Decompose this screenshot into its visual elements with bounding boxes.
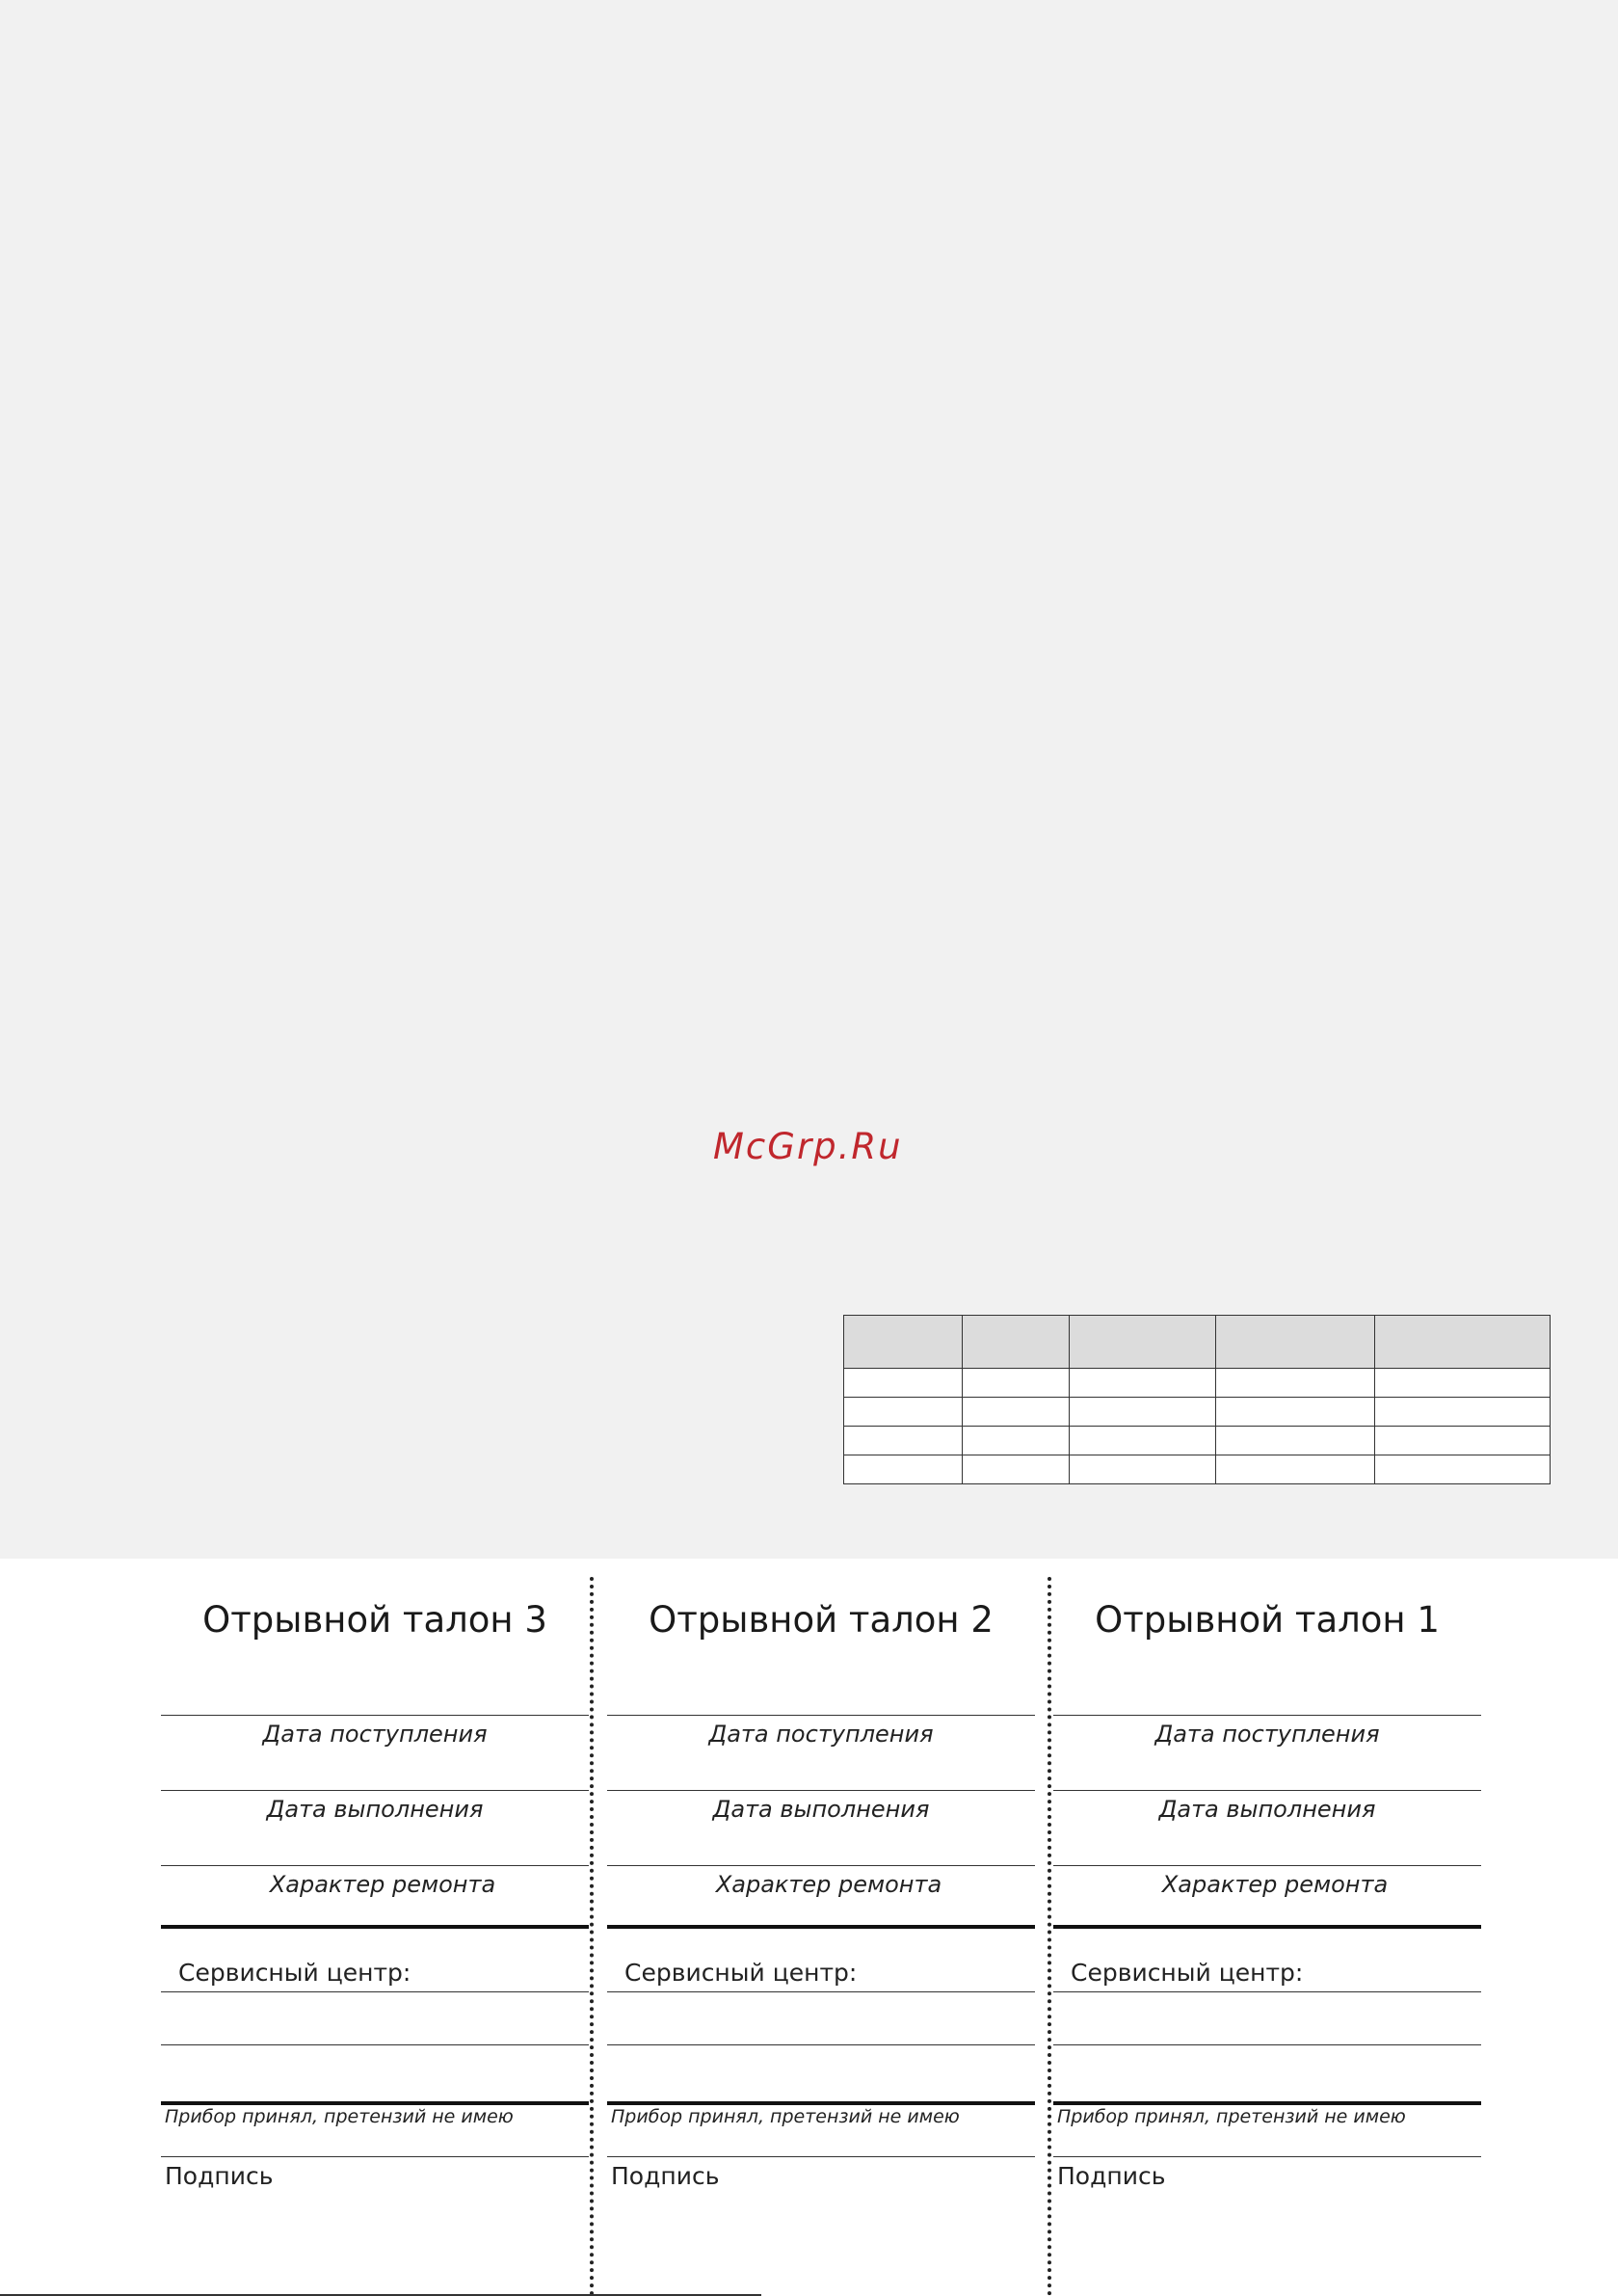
date-completed-label: Дата выполнения (1158, 1796, 1376, 1823)
field-line (161, 2044, 589, 2045)
coupon-title: Отрывной талон 1 (1095, 1599, 1440, 1641)
field-line (1053, 2156, 1481, 2157)
field-line (161, 1715, 589, 1716)
table-cell[interactable] (1375, 1455, 1551, 1484)
watermark: McGrp.Ru (713, 1126, 903, 1167)
table-cell[interactable] (1070, 1398, 1216, 1427)
signature-label: Подпись (611, 2162, 720, 2190)
field-line (607, 2044, 1035, 2045)
field-line (161, 1790, 589, 1791)
date-received-label: Дата поступления (262, 1721, 488, 1748)
table-cell[interactable] (1375, 1398, 1551, 1427)
table-header-row (844, 1316, 1551, 1369)
coupon-2 (607, 1559, 1035, 2296)
coupon-1 (1053, 1559, 1481, 2296)
table-cell[interactable] (963, 1369, 1070, 1398)
section-divider (607, 2101, 1035, 2105)
table-cell[interactable] (844, 1427, 963, 1455)
field-line (607, 1865, 1035, 1866)
table-cell[interactable] (1070, 1455, 1216, 1484)
table-cell[interactable] (963, 1455, 1070, 1484)
field-line (1053, 1865, 1481, 1866)
table-cell[interactable] (1216, 1427, 1375, 1455)
table-header-cell (844, 1316, 963, 1369)
table-header-cell (1070, 1316, 1216, 1369)
section-divider (1053, 2101, 1481, 2105)
field-line (1053, 1991, 1481, 1992)
section-divider (161, 1925, 589, 1929)
table-cell[interactable] (1375, 1427, 1551, 1455)
field-line (1053, 2044, 1481, 2045)
section-divider (161, 2101, 589, 2105)
field-line (607, 1991, 1035, 1992)
table-row (844, 1369, 1551, 1398)
table-row (844, 1455, 1551, 1484)
date-completed-label: Дата выполнения (712, 1796, 930, 1823)
table-cell[interactable] (1070, 1427, 1216, 1455)
table-cell[interactable] (963, 1427, 1070, 1455)
service-center-label: Сервисный центр: (1071, 1959, 1304, 1987)
service-center-label: Сервисный центр: (624, 1959, 858, 1987)
table-cell[interactable] (963, 1398, 1070, 1427)
field-line (161, 2156, 589, 2157)
repair-type-label: Характер ремонта (715, 1871, 942, 1898)
table-cell[interactable] (844, 1398, 963, 1427)
signature-label: Подпись (1057, 2162, 1166, 2190)
signature-label: Подпись (165, 2162, 274, 2190)
table-cell[interactable] (1216, 1398, 1375, 1427)
tear-line (1048, 1577, 1051, 2296)
field-line (1053, 1790, 1481, 1791)
section-divider (1053, 1925, 1481, 1929)
service-record-table (843, 1315, 1551, 1484)
tear-line (590, 1577, 594, 2296)
field-line (607, 1790, 1035, 1791)
table-header-cell (963, 1316, 1070, 1369)
section-divider (607, 1925, 1035, 1929)
table-cell[interactable] (1216, 1455, 1375, 1484)
table-header-cell (1216, 1316, 1375, 1369)
table-row (844, 1398, 1551, 1427)
table-header-cell (1375, 1316, 1551, 1369)
table-row (844, 1427, 1551, 1455)
table-cell[interactable] (1375, 1369, 1551, 1398)
repair-type-label: Характер ремонта (269, 1871, 496, 1898)
date-completed-label: Дата выполнения (266, 1796, 484, 1823)
coupon-title: Отрывной талон 3 (202, 1599, 547, 1641)
field-line (607, 2156, 1035, 2157)
field-line (161, 1991, 589, 1992)
acceptance-note: Прибор принял, претензий не имею (611, 2106, 960, 2127)
date-received-label: Дата поступления (1154, 1721, 1380, 1748)
table-cell[interactable] (844, 1369, 963, 1398)
service-center-label: Сервисный центр: (178, 1959, 411, 1987)
acceptance-note: Прибор принял, претензий не имею (165, 2106, 514, 2127)
date-received-label: Дата поступления (708, 1721, 934, 1748)
coupon-title: Отрывной талон 2 (649, 1599, 994, 1641)
table-cell[interactable] (1216, 1369, 1375, 1398)
acceptance-note: Прибор принял, претензий не имею (1057, 2106, 1406, 2127)
field-line (607, 1715, 1035, 1716)
field-line (161, 1865, 589, 1866)
repair-type-label: Характер ремонта (1161, 1871, 1389, 1898)
table-cell[interactable] (1070, 1369, 1216, 1398)
table-cell[interactable] (844, 1455, 963, 1484)
coupon-3 (161, 1559, 589, 2296)
field-line (1053, 1715, 1481, 1716)
